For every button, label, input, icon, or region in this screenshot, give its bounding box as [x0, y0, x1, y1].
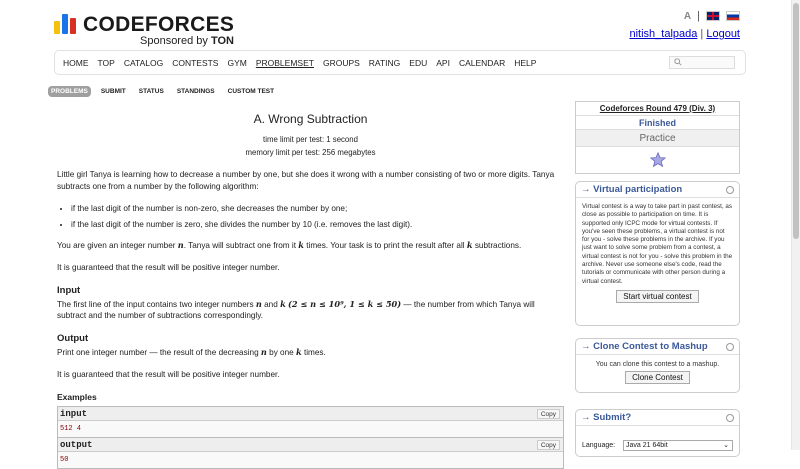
sample-output [57, 438, 564, 469]
logo-title: CODEFORCES [83, 13, 235, 36]
start-virtual-contest-button[interactable]: Start virtual contest [616, 290, 698, 303]
virtual-title-text: → Virtual participation [581, 184, 683, 195]
nav-rating[interactable]: RATING [368, 58, 401, 68]
nav-groups[interactable]: GROUPS [322, 58, 360, 68]
username-link[interactable]: nitish_talpada [629, 28, 698, 40]
algorithm-list [57, 203, 564, 231]
english-flag-icon[interactable] [706, 11, 720, 21]
copy-input-button[interactable]: Copy [537, 409, 560, 419]
statement-paragraph: Little girl Tanya is learning how to decrease a number by one, but she does it wrong with a number consisting of two or more digits. Tanya subtracts one from a number by the following algorithm: [57, 170, 555, 192]
tab-standings[interactable]: STANDINGS [176, 88, 215, 95]
copy-output-button[interactable]: Copy [537, 440, 560, 450]
logo-bars-icon [54, 14, 80, 34]
round-title [576, 102, 739, 116]
clone-title-text: → Clone Contest to Mashup [581, 341, 708, 352]
user-links [629, 28, 740, 40]
tab-submit[interactable]: SUBMIT [100, 88, 126, 95]
sample-input [57, 406, 564, 438]
nav-edu[interactable]: EDU [409, 58, 428, 68]
sponsor-brand: TON [210, 35, 234, 47]
submit-box [575, 409, 740, 457]
list-item: • if the last digit of the number is zero, she divides the number by 10 (i.e. removes the last digit). [71, 219, 564, 231]
input-spec: The first line of the input contains two integer numbers n and k (2 ≤ n ≤ 10⁹, 1 ≤ k ≤ 50) — the number from which Tanya will subtract and the number of subtractions correspondingly. [57, 298, 535, 321]
list-item: • if the last digit of the number is non-zero, she decreases the number by one; [71, 203, 564, 215]
problem-title: A. Wrong Subtraction [253, 112, 368, 126]
nav-problemset[interactable]: PROBLEMSET [255, 58, 314, 68]
logout-link[interactable]: Logout [706, 28, 740, 40]
vertical-scrollbar[interactable] [791, 0, 800, 450]
language-switcher [629, 9, 740, 23]
nav-home[interactable]: HOME [63, 58, 89, 68]
nav-gym[interactable]: GYM [227, 58, 247, 68]
lang-a-icon[interactable]: A [683, 10, 692, 22]
time-limit: time limit per test: 1 second [263, 135, 358, 145]
language-select[interactable] [623, 440, 733, 451]
clone-contest-title [576, 339, 739, 355]
tab-custom-test[interactable]: CUSTOM TEST [227, 88, 275, 95]
virtual-description: Virtual contest is a way to take part in past contest, as close as possible to participation on time. It is supported only ICPC mode for virtual contests. If you've seen these problems, a virtual contest is not for you - solve these problems in the archive. If you just want to solve some problem from a contest, a virtual contest is not for you - solve this problem in the archive. Never use someone else's code, read the tutorials or communicate with other person during a virtual contest. [582, 203, 733, 285]
statement-paragraph: It is guaranteed that the result will be positive integer number. [57, 262, 280, 272]
examples-title: Examples [57, 391, 97, 402]
collapse-icon[interactable] [726, 343, 734, 351]
chevron-down-icon: ⌄ [723, 442, 729, 449]
nav-calendar[interactable]: CALENDAR [458, 58, 506, 68]
output-section-title: Output [57, 333, 89, 345]
nav-help[interactable]: HELP [514, 58, 537, 68]
nav-items [63, 58, 536, 68]
nav-api[interactable]: API [436, 58, 450, 68]
clone-contest-box [575, 338, 740, 393]
clone-contest-button[interactable]: Clone Contest [625, 371, 690, 384]
collapse-icon[interactable] [726, 414, 734, 422]
virtual-participation-box [575, 181, 740, 326]
tab-status[interactable]: STATUS [138, 88, 164, 95]
header-user-area [629, 9, 740, 40]
nav-top[interactable]: TOP [97, 58, 115, 68]
scrollbar-thumb[interactable] [793, 3, 799, 239]
round-status: Finished [576, 116, 739, 130]
separator: | [697, 10, 700, 22]
clone-description: You can clone this contest to a mashup. [595, 361, 720, 368]
main-nav [54, 50, 746, 75]
search-input[interactable] [669, 56, 735, 69]
statement-paragraph: You are given an integer number n. Tanya will subtract one from it k times. Your task is to print the result after all k subtractions. [57, 239, 522, 250]
output-guarantee: It is guaranteed that the result will be positive integer number. [57, 369, 280, 379]
sample-output-label: output [60, 440, 93, 451]
sponsor-prefix: Sponsored by [140, 35, 208, 47]
search-icon [674, 58, 682, 66]
round-link[interactable]: Codeforces Round 479 (Div. 3) [599, 104, 716, 113]
tab-problems[interactable]: PROBLEMS [48, 86, 91, 97]
language-label: Language: [582, 442, 616, 449]
sample-output-value: 50 [58, 452, 563, 468]
collapse-icon[interactable] [726, 186, 734, 194]
submit-title [576, 410, 739, 426]
nav-catalog[interactable]: CATALOG [123, 58, 164, 68]
output-spec: Print one integer number — the result of the decreasing n by one k times. [57, 347, 326, 358]
round-info-box [575, 101, 740, 174]
nav-contests[interactable]: CONTESTS [172, 58, 219, 68]
memory-limit: memory limit per test: 256 megabytes [245, 148, 376, 158]
submit-title-text: → Submit? [581, 412, 632, 423]
sample-input-label: input [60, 409, 88, 420]
problem-statement [57, 111, 564, 469]
star-container [576, 147, 739, 173]
problem-subtabs [48, 86, 277, 97]
star-icon[interactable] [650, 152, 666, 168]
sample-input-value: 512 4 [58, 421, 563, 437]
separator: | [700, 28, 704, 40]
sample-input-header [58, 407, 563, 421]
russian-flag-icon[interactable] [726, 11, 740, 21]
logo-sponsor [140, 35, 234, 47]
round-practice: Practice [576, 130, 739, 147]
input-section-title: Input [57, 284, 81, 296]
sample-output-header [58, 438, 563, 452]
language-value: Java 21 64bit [626, 442, 668, 449]
virtual-participation-title [576, 182, 739, 198]
